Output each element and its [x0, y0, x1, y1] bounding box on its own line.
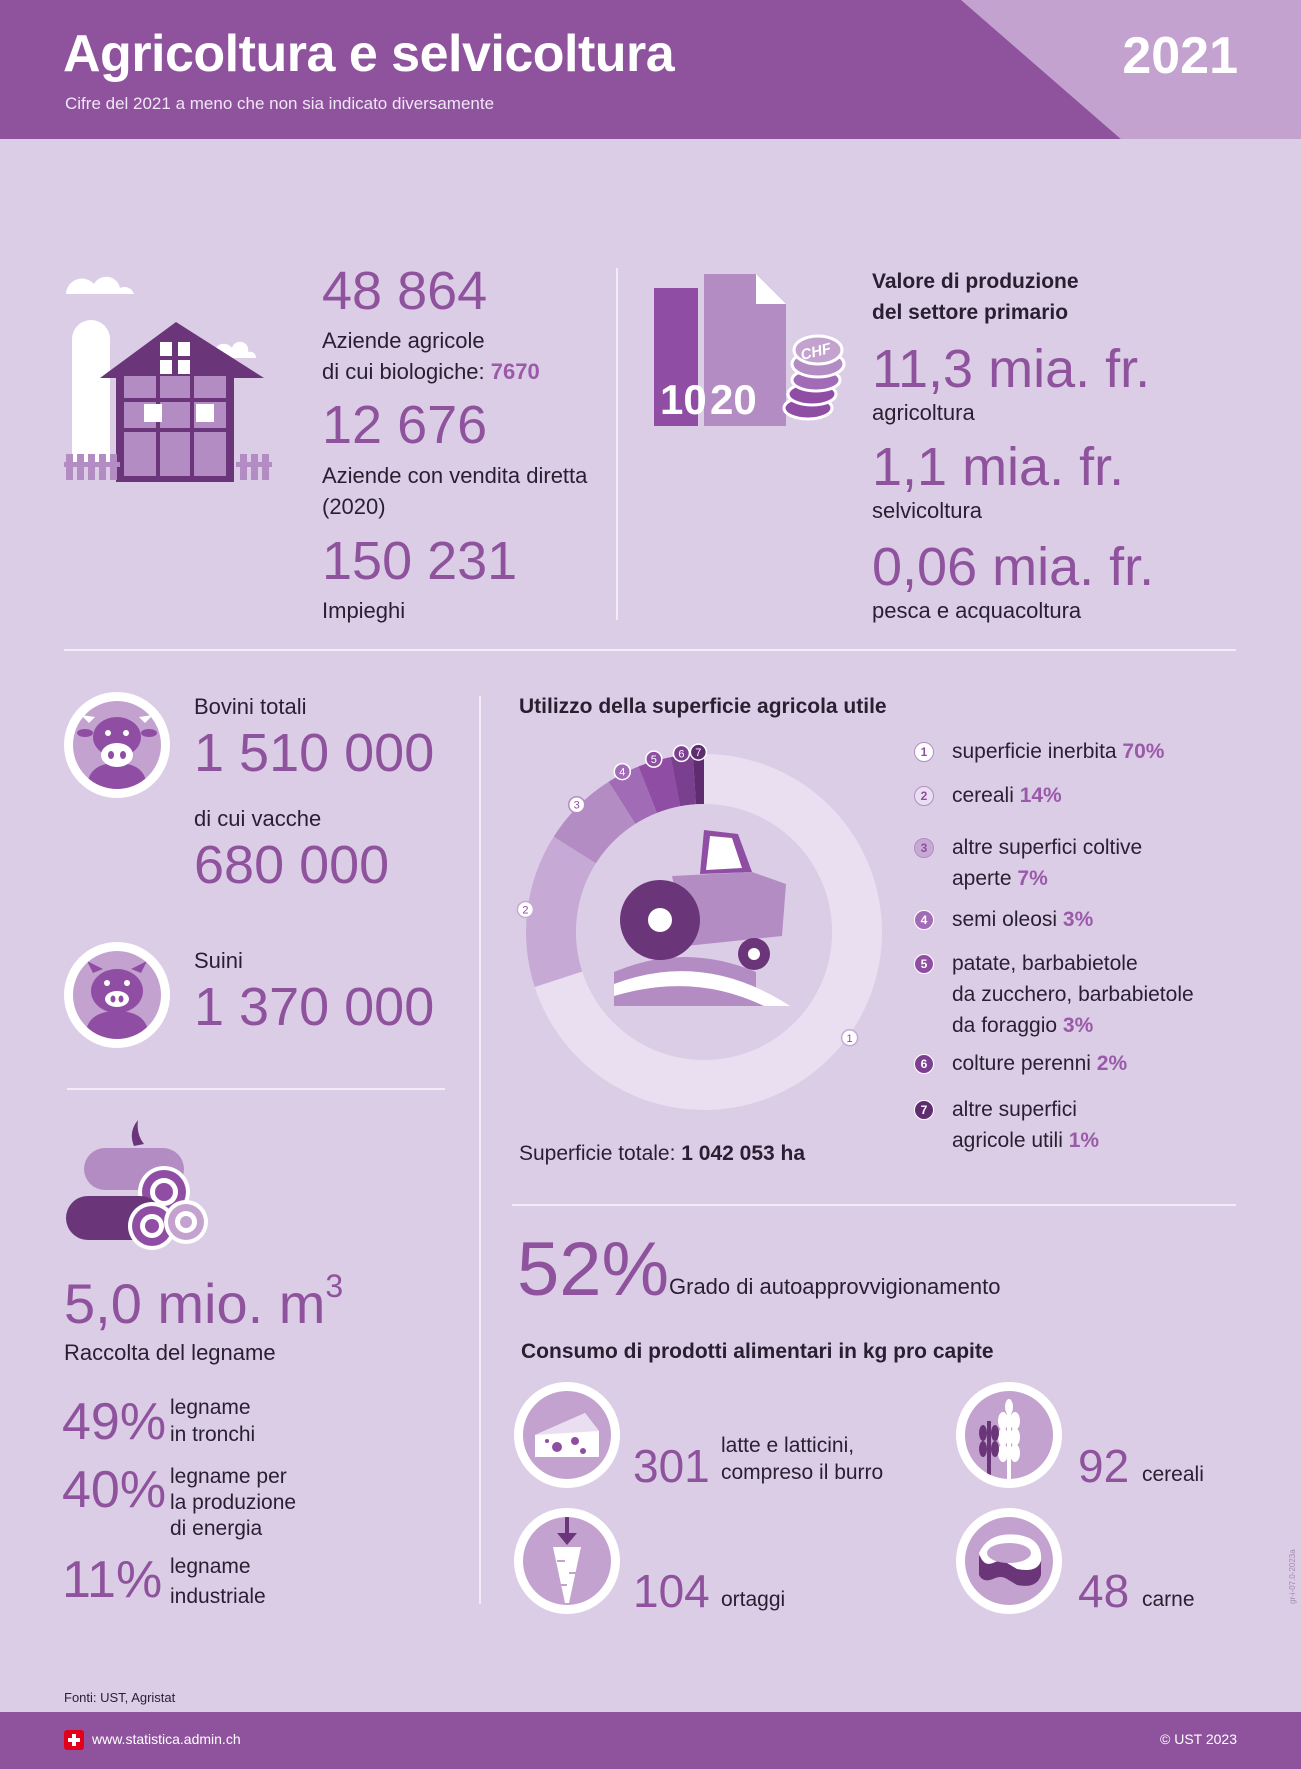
legend-badge-4: 4: [914, 910, 934, 930]
farms-label-1: Aziende agricole: [322, 328, 485, 353]
section-divider-2: [67, 1088, 445, 1090]
vertical-divider: [616, 268, 618, 620]
consumption-vegetables-label: ortaggi: [721, 1588, 786, 1611]
cheese-icon: [514, 1382, 620, 1488]
legend-pct-3: 7%: [1017, 867, 1048, 890]
swiss-flag-icon: [64, 1730, 84, 1750]
production-heading-2: del settore primario: [872, 301, 1069, 324]
land-total: Superficie totale: 1 042 053 ha: [519, 1142, 806, 1165]
donut-badge-label-1: 1: [846, 1032, 853, 1045]
legend-badge-6: 6: [914, 1054, 934, 1074]
direct-sales-label-2: (2020): [322, 494, 386, 519]
legend-text-2-1: cereali 14%: [952, 784, 1062, 807]
legend-text-5-1: patate, barbabietole: [952, 952, 1138, 975]
legend-pct-2: 14%: [1019, 784, 1062, 807]
wood-share-1-pct: 49%: [62, 1393, 167, 1451]
legend-pct-4: 3%: [1062, 908, 1094, 931]
legend-item-5: [920, 948, 1194, 1041]
donut-badge-label-7: 7: [695, 747, 702, 760]
wood-share-2-pct: 40%: [62, 1461, 167, 1519]
legend-pct-7: 1%: [1068, 1129, 1100, 1152]
self-sufficiency-value: 52%: [517, 1227, 670, 1312]
organic-farms-count: 7670: [490, 359, 540, 384]
consumption-dairy-label: latte e latticini, compreso il burro: [721, 1434, 884, 1484]
cows-value: 680 000: [194, 835, 390, 895]
footer-copyright: © UST 2023: [1160, 1731, 1237, 1747]
donut-badge-label-2: 2: [522, 904, 529, 917]
cow-icon: [64, 692, 170, 798]
legend-pct-5: 3%: [1062, 1014, 1094, 1037]
legend-text-3-1: altre superfici coltive: [952, 836, 1143, 859]
pig-icon: [64, 942, 170, 1048]
pigs-value: 1 370 000: [194, 977, 435, 1037]
legend-text-4-1: semi oleosi 3%: [952, 908, 1094, 931]
bar-coins-icon: [652, 272, 852, 432]
cows-label: di cui vacche: [194, 806, 322, 831]
legend-item-7: [920, 1094, 1100, 1156]
employment-label: Impieghi: [322, 598, 406, 623]
forestry-value: 1,1 mia. fr.: [872, 437, 1125, 497]
legend-item-6: [920, 1048, 1128, 1079]
icon-label-20: 20: [710, 376, 757, 423]
consumption-meat-label: carne: [1142, 1588, 1195, 1611]
wood-harvest-label: Raccolta del legname: [64, 1340, 276, 1365]
carrot-icon: [514, 1508, 620, 1614]
legend-text-6-1: colture perenni 2%: [952, 1052, 1128, 1075]
production-heading-1: Valore di produzione: [872, 270, 1079, 293]
legend-text-5-3: da foraggio 3%: [952, 1014, 1094, 1037]
donut-badge-label-6: 6: [678, 748, 685, 761]
fishing-label: pesca e acquacoltura: [872, 598, 1082, 623]
legend-text-7-1: altre superfici: [952, 1098, 1077, 1121]
farmhouse-icon: [64, 270, 274, 485]
footer-url-link[interactable]: www.statistica.admin.ch: [92, 1731, 241, 1747]
legend-text-5-2: da zucchero, barbabietole: [952, 983, 1194, 1006]
legend-text-3-2: aperte 7%: [952, 867, 1048, 890]
agriculture-value: 11,3 mia. fr.: [872, 339, 1151, 399]
consumption-cereals-value: 92: [1078, 1440, 1130, 1492]
land-use-legend: [920, 736, 1252, 1176]
pigs-label: Suini: [194, 948, 243, 973]
sources-note: Fonti: UST, Agristat: [64, 1690, 176, 1705]
legend-badge-5: 5: [914, 954, 934, 974]
legend-badge-2: 2: [914, 786, 934, 806]
consumption-meat-value: 48: [1078, 1565, 1130, 1617]
donut-badge-label-5: 5: [650, 754, 657, 767]
steak-icon: [956, 1508, 1062, 1614]
consumption-heading: Consumo di prodotti alimentari in kg pro capite: [521, 1340, 994, 1363]
legend-item-4: [920, 904, 1094, 935]
direct-sales-label-1: Aziende con vendita diretta: [322, 463, 588, 488]
employment-count: 150 231: [322, 531, 518, 591]
forestry-label: selvicoltura: [872, 498, 983, 523]
wood-share-3-label: legname industriale: [170, 1555, 266, 1608]
cattle-label: Bovini totali: [194, 694, 307, 719]
consumption-vegetables-value: 104: [633, 1565, 710, 1617]
logs-icon: [64, 1118, 214, 1252]
land-total-value: 1 042 053 ha: [681, 1142, 806, 1165]
agriculture-label: agricoltura: [872, 400, 975, 425]
legend-item-3: [920, 832, 1143, 894]
legend-text-7-2: agricole utili 1%: [952, 1129, 1100, 1152]
direct-sales-count: 12 676: [322, 395, 488, 455]
legend-badge-7: 7: [914, 1100, 934, 1120]
consumption-cereals-label: cereali: [1142, 1463, 1204, 1486]
donut-badge-label-3: 3: [573, 799, 580, 812]
land-use-heading: Utilizzo della superficie agricola utile: [519, 695, 887, 718]
icon-label-10: 10: [660, 376, 707, 423]
donut-badge-label-4: 4: [619, 766, 626, 779]
section-divider-3: [512, 1204, 1236, 1206]
farms-label-2: di cui biologiche: 7670: [322, 359, 540, 384]
legend-item-1: [920, 736, 1165, 767]
year-label: 2021: [1122, 27, 1238, 85]
consumption-dairy-value: 301: [633, 1440, 710, 1492]
land-use-donut: [516, 740, 896, 1120]
fishing-value: 0,06 mia. fr.: [872, 537, 1155, 597]
legend-item-2: [920, 780, 1062, 811]
legend-badge-1: 1: [914, 742, 934, 762]
icon-coin-label: CHF: [798, 340, 833, 365]
wheat-icon: [956, 1382, 1062, 1488]
wood-share-2-label: legname per la produzione di energia: [170, 1465, 297, 1540]
wood-share-1-label: legname in tronchi: [170, 1396, 256, 1446]
self-sufficiency-label: Grado di autoapprovvigionamento: [669, 1274, 1001, 1299]
wood-share-3-pct: 11%: [62, 1551, 163, 1609]
graphic-code: gr-i-07.0-2023a: [1288, 1549, 1297, 1604]
farms-count: 48 864: [322, 261, 488, 321]
page-subtitle: Cifre del 2021 a meno che non sia indicato diversamente: [65, 94, 495, 113]
cattle-value: 1 510 000: [194, 723, 435, 783]
legend-pct-1: 70%: [1122, 740, 1165, 763]
legend-pct-6: 2%: [1096, 1052, 1128, 1075]
page-title: Agricoltura e selvicoltura: [63, 25, 675, 83]
legend-badge-3: 3: [914, 838, 934, 858]
section-divider-1: [64, 649, 1236, 651]
legend-text-1-1: superficie inerbita 70%: [952, 740, 1165, 763]
vertical-divider-2: [479, 696, 481, 1604]
wood-harvest-value: 5,0 mio. $m^3$: [64, 1268, 344, 1335]
